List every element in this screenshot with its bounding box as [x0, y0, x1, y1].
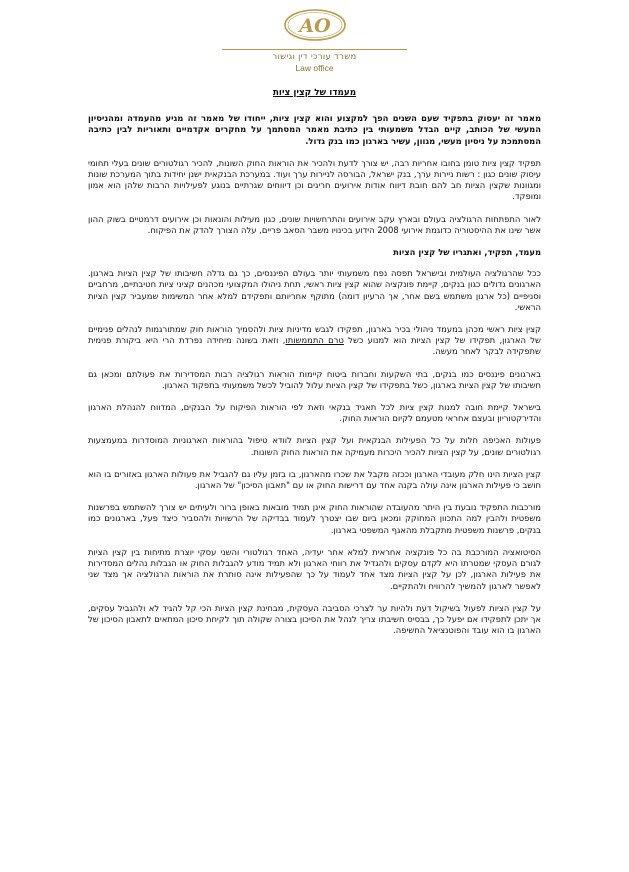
document-body: [88, 88, 541, 647]
paragraph-4-part-2: , וזאת בשונה מיחידה נפרדת הרי היא ביקורת פנימית שתפקידה לבקר לאחר מעשה.: [88, 335, 541, 357]
paragraph-7: פעולות האכיפה חלות על כל הפעילות הבנקאית ועל קצין הציות לוודא טיפול בהוראות הארגוניות המוסדרות במעמצעות רגולטורים שונים, על קצין הציות להכיר היכרות מעמיקה את הוראות החוק השונות.: [88, 435, 541, 457]
law-office-logo: [260, 6, 370, 50]
paragraph-2: לאור התפתחות הרגולציה בעולם ובארץ עקב אירועים והתרחשויות שונים, כגון מעילות והונאות וכן אירועים דרמטיים בשוק ההון אשר שינו את ההיסטוריה כדוגמת אירועי 2008 הידוע בכינויו משבר הסאב פריים, עלה הצורך להדק את הפיקוח.: [88, 213, 541, 235]
logo-letters: AO: [298, 15, 331, 37]
paragraph-6: בישראל קיימת חובה למנות קצין ציות לכל תאגיד בנקאי וזאת לפי הוראות הפיקוח על הבנקים, המדווח להנהלת הארגון והדירקטוריון ובעצם אחראי מטעמם לקיום הוראות החוק.: [88, 402, 541, 424]
section-heading: מעמד, תפקיד, ואתגריו של קצין הציות: [393, 247, 541, 258]
paragraph-9: מורכבות התפקיד נובעת בין היתר מהעובדה שהוראות החוק אינן תמיד מובאות באופן ברור ולעיתים יש צורך להשתמש בפרשנות משפטית ולהבין למה התכוון המחוקק ומכאן ביום שבו יצטרך לעמוד בבדיקה של הרשויות ולהסביר כיצד פעל, בארגונים כמו בנקים, פרשנות משפטית מתקבלת מהאגף המשפטי בארגון.: [88, 502, 541, 535]
paragraph-4: [88, 324, 541, 358]
paragraph-1: תפקיד קצין ציות טומן בחובו אחריות רבה, יש צורך לדעת ולהכיר את הוראות החוק השונות, להכיר רגולטורים שונים בעלי תחומי עיסוק שונים כגון : רשות ניירות ערך, בנק ישראל, הבורסה לניירות ערך ועוד. במערכת הבנקאית ישנן יחידות בתוך המערכת שונות ומגוונות שקצין הציות חב להם חובת דיווח אודות אירועים חריגים וכן דיווחים שגרתיים בנוגע לפעילויות הרבות שלהן הוא אמון ומופקד.: [88, 157, 541, 202]
document-title: מעמדו של קצין ציות: [272, 88, 357, 98]
letterhead: [0, 6, 629, 78]
paragraph-8: קצין הציות הינו חלק מעובדי הארגון וככזה מקבל את שכרו מהארגון, בו בזמן עליו גם להגביל את פעולות הארגון באזורים בו הוא חושב כי פעילות הארגון אינה עולה בקנה אחד עם דרישות החוק או עם "תאבון הסיכון" של הארגון.: [88, 468, 541, 491]
paragraph-4-underlined: טרם התממשותו: [285, 335, 344, 346]
intro-paragraph: מאמר זה יעסוק בתפקיד שעם השנים הפך למקצוע והוא קצין ציות, ייחודו של מאמר זה מגיע מהעמדה ומהניסיון המעשי של הכותב, קיים הבדל משמעותי בין כתיבת מאמר המסתמך על מחקרים אקדמיים ותאוריות לבין כתיבה המסתמכת על ניסיון מעשי, מגוון, עשיר בארגון כמו בנק גדול.: [88, 113, 541, 146]
paragraph-4-part-1: קצין ציות ראשי מכהן במעמד ניהולי בכיר בארגון, תפקידו לגבש מדיניות ציות ולהסמיך הוראות חוק שמתורגמות לנהלים פנימיים של הארגון, תפקידו של קצין הציות הוא למנוע כשל: [88, 324, 541, 346]
firm-name-english: Law office: [295, 63, 334, 73]
paragraph-10: הסיטואציה המורכבת בה כל פונקציה אחראית למלא אחר יעדיה, האחד רגולטורי והשני עסקי יוצרת מתיחות בין קצין הציות לגורם העסקי שמטרתו היא לקדם עסקים ולהגדיל את רווחי הארגון ולא תמיד מודע להגבלות החוק או הגבלות נהלים המסדירות את פעילות הארגון, לכן על קצין הציות מצד אחד לעמוד על כך שהפעילות אינה סותרת את הוראות הרגולציה אך מצד שני לאפשר לארגון להמשיך להרוויח ולהתקיים.: [88, 546, 541, 591]
paragraph-5: בארגונים פיננסים כמו בנקים, בתי השקעות וחברות ביטוח קיימות הוראות רגולציה רבות המסדירות את פעולתם ומכאן גם חשיבותו של קצין הציות בארגון, כשל בתפקידו של קצין הציות עלול להוביל לכשל משמעותי בתפקוד הארגון.: [88, 368, 541, 390]
paragraph-11: על קצין הציות לפעול בשיקול דעת ולהיות ער לצרכי הסביבה העסקית, מבחינת קצין הציות הכי קל להגיד לא ולהגביל עסקים, אך יתכן לתפקידו אם יפעל כך, בבסיס חשיבתו צריך לנהל את הסיכון בצורה שקולה תוך לקיחת סיכון המתאים לתאבון הסיכון של הארגון בו הוא עובד והפוטנציאל החשיפה.: [88, 602, 541, 636]
letterhead-divider: [222, 49, 407, 50]
firm-name: משרד עורכי דין וגישור: [272, 52, 357, 62]
paragraph-3: ככל שהרגולציה העולמית ובישראל תפסה נפח משמעותי יותר בעולם הפיננסים, כך גם גדלה חשיבותו של קצין הציות בארגון. הארגונים גדולים כגון בנקים, קיימת פונקציה שהוא קצין ציות ראשי, תחת ניהולו המקצועי מכהנים קציני ציות חטיבתיים, מרחביים וסניפיים (כל ארגון משתמש בשם אחר, אך הרעיון דומה) מתוקף אחריותם ותפקידם למלא אחר המשימות שמעביר קצין הציות הראשי.: [88, 268, 541, 312]
